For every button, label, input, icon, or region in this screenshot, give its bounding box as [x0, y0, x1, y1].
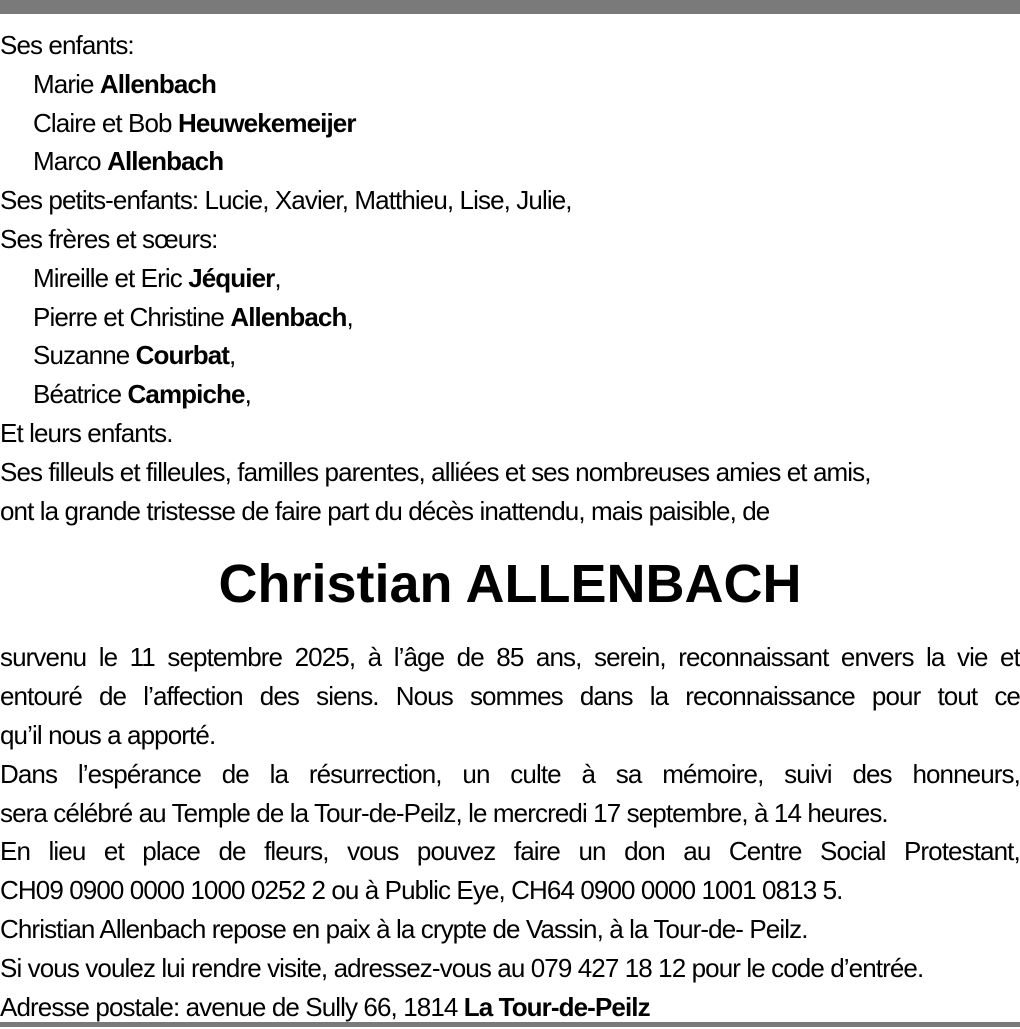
deceased-name: Christian ALLENBACH — [218, 554, 802, 615]
word: un — [462, 758, 490, 789]
grandchildren-line: Ses petits-enfants: Lucie, Xavier, Matthieu, Lise, Julie, — [0, 185, 572, 216]
word: l’affection — [143, 681, 243, 712]
word: et — [1000, 642, 1020, 673]
their-children-line: Et leurs enfants. — [0, 417, 173, 448]
text-line: qu’il nous a apporté. — [0, 719, 216, 750]
announcement-line: ont la grande tristesse de faire part du décès inattendu, mais paisible, de — [0, 495, 770, 526]
justified-line — [0, 755, 1020, 794]
word: la — [269, 758, 289, 789]
word: envers — [840, 642, 914, 673]
word: 11 — [129, 642, 155, 673]
word: de — [218, 836, 246, 867]
word: fleurs, — [264, 836, 329, 867]
word: à — [367, 642, 382, 673]
word: entouré — [0, 681, 82, 712]
word: pour — [871, 681, 921, 712]
deceased-name-block — [0, 530, 1020, 638]
word: des — [259, 681, 300, 712]
paragraph-service — [0, 755, 1020, 833]
word: serein, — [593, 642, 666, 673]
justified-line — [0, 677, 1020, 716]
word: un — [578, 836, 606, 867]
word: siens. — [316, 681, 379, 712]
word: faire — [513, 836, 560, 867]
word: En — [0, 836, 31, 867]
postal-address-line: Adresse postale: avenue de Sully 66, 1814 La Tour-de-Peilz — [0, 991, 650, 1022]
resting-place-line: Christian Allenbach repose en paix à la crypte de Vassin, à la Tour-de- Peilz. — [0, 913, 808, 944]
word: le — [98, 642, 118, 673]
word: sa — [615, 758, 642, 789]
paragraph-passing — [0, 638, 1020, 754]
word: mémoire, — [662, 758, 764, 789]
word: 85 — [496, 642, 524, 673]
word: honneurs, — [912, 758, 1020, 789]
word: septembre — [167, 642, 283, 673]
word: ce — [994, 681, 1020, 712]
word: don — [624, 836, 665, 867]
word: Protestant, — [903, 836, 1020, 867]
word: de — [221, 758, 249, 789]
word: suivi — [784, 758, 832, 789]
sibling-entry: Mireille et Eric Jéquier, — [33, 262, 281, 293]
word: culte — [510, 758, 561, 789]
obituary-notice — [0, 26, 1020, 1026]
justified-line — [0, 832, 1020, 871]
word: de — [98, 681, 127, 712]
word: Centre — [728, 836, 802, 867]
visit-line: Si vous voulez lui rendre visite, adressez-vous au 079 427 18 12 pour le code d’entrée. — [0, 952, 924, 983]
child-entry: Marie Allenbach — [33, 68, 216, 99]
word: la — [926, 642, 945, 673]
word: vie — [956, 642, 988, 673]
word: reconnaissance — [685, 681, 855, 712]
top-rule — [0, 0, 1020, 14]
word: à — [581, 758, 596, 789]
word: dans — [579, 681, 633, 712]
word: l’espérance — [77, 758, 201, 789]
word: Dans — [0, 758, 58, 789]
word: 2025, — [294, 642, 356, 673]
word: tout — [937, 681, 978, 712]
children-label: Ses enfants: — [0, 30, 134, 60]
sibling-entry: Suzanne Courbat, — [33, 340, 236, 371]
word: de — [456, 642, 484, 673]
word: ans, — [535, 642, 582, 673]
word: au — [683, 836, 711, 867]
word: vous — [347, 836, 399, 867]
godchildren-line: Ses filleuls et filleules, familles parentes, alliées et ses nombreuses amies et amis, — [0, 456, 871, 487]
word: Social — [820, 836, 886, 867]
word: place — [142, 836, 200, 867]
word: reconnaissant — [678, 642, 829, 673]
word: la — [649, 681, 669, 712]
word: pouvez — [416, 836, 496, 867]
child-entry: Marco Allenbach — [33, 146, 224, 177]
word: l’âge — [393, 642, 445, 673]
word: lieu — [48, 836, 86, 867]
bottom-rule — [0, 1022, 1020, 1027]
sibling-entry: Pierre et Christine Allenbach, — [33, 301, 353, 332]
child-entry: Claire et Bob Heuwekemeijer — [33, 107, 356, 138]
text-line: CH09 0900 0000 1000 0252 2 ou à Public Eye, CH64 0900 0000 1001 0813 5. — [0, 875, 843, 906]
word: sommes — [469, 681, 563, 712]
word: des — [852, 758, 892, 789]
address-town: La Tour-de-Peilz — [463, 991, 650, 1022]
paragraph-donation — [0, 832, 1020, 910]
word: survenu — [0, 642, 87, 673]
word: et — [103, 836, 124, 867]
word: résurrection, — [308, 758, 442, 789]
word: Nous — [395, 681, 453, 712]
text-line: sera célébré au Temple de la Tour-de-Peilz, le mercredi 17 septembre, à 14 heures. — [0, 797, 888, 828]
sibling-entry: Béatrice Campiche, — [33, 379, 251, 410]
justified-line — [0, 638, 1020, 677]
siblings-label: Ses frères et sœurs: — [0, 223, 218, 254]
